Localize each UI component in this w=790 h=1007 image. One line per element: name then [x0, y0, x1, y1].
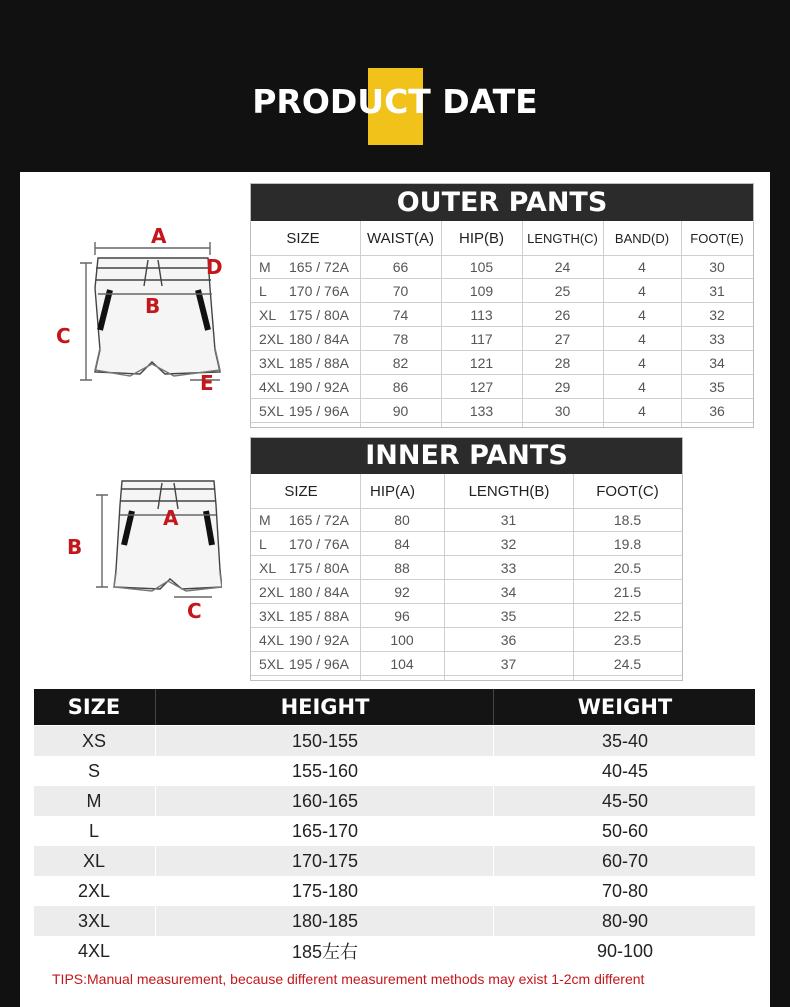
table-cell: 33: [709, 330, 725, 347]
col-header: SIZE: [286, 229, 320, 247]
table-cell: 2XL: [259, 583, 284, 600]
table-cell: 35: [500, 607, 517, 624]
size-cell: 60-70: [493, 846, 756, 876]
inner-pants-diagram: [82, 475, 222, 615]
inner-header-row: [251, 474, 682, 509]
table-cell: 35: [709, 378, 725, 395]
col-header: SIZE: [284, 482, 318, 500]
table-cell: 90: [392, 402, 409, 419]
table-row: [251, 279, 753, 303]
table-cell: 78: [392, 330, 409, 347]
table-row: [251, 327, 753, 351]
size-row: [34, 726, 755, 756]
table-cell: 127: [469, 378, 494, 395]
table-cell: M: [259, 258, 271, 275]
size-cell: 35-40: [493, 726, 756, 756]
table-cell: 100: [390, 631, 414, 648]
size-cell: 185左右: [155, 936, 494, 966]
size-row: [34, 906, 755, 936]
table-cell: 37: [500, 655, 517, 672]
table-cell: 88: [394, 559, 410, 576]
inner-pants-title: INNER PANTS: [251, 438, 682, 474]
table-cell: 26: [554, 306, 571, 323]
size-cell: XL: [82, 850, 106, 871]
table-cell: 195 / 96A: [289, 402, 349, 419]
col-header: LENGTH(C): [527, 230, 598, 246]
page-title: PRODUCT DATE: [252, 82, 538, 121]
table-cell: 34: [500, 583, 517, 600]
size-cell: 40-45: [493, 756, 756, 786]
table-cell: 20.5: [613, 559, 642, 576]
table-cell: 29: [554, 378, 571, 395]
size-cell: 150-155: [155, 726, 494, 756]
table-cell: 165 / 72A: [289, 258, 349, 275]
table-cell: 24: [554, 258, 571, 275]
header-banner: [0, 0, 790, 172]
table-row: [251, 604, 682, 628]
col-header: LENGTH(B): [468, 482, 550, 500]
size-cell: 2XL: [77, 880, 111, 901]
size-cell: S: [87, 760, 100, 781]
size-guide-header: [34, 689, 755, 725]
size-cell: 180-185: [155, 906, 494, 936]
table-cell: 24.5: [613, 655, 642, 672]
table-cell: 185 / 88A: [289, 354, 349, 371]
table-cell: 113: [470, 306, 493, 323]
size-cell: 70-80: [493, 876, 756, 906]
table-cell: 4: [638, 282, 646, 299]
table-cell: 104: [390, 655, 414, 672]
table-cell: 5XL: [259, 402, 284, 419]
table-row: [251, 580, 682, 604]
col-header: BAND(D): [614, 230, 670, 246]
table-cell: 80: [394, 511, 410, 528]
table-cell: 66: [392, 258, 409, 275]
table-cell: M: [259, 511, 271, 528]
size-cell: XS: [81, 730, 106, 751]
size-cell: 50-60: [493, 816, 756, 846]
table-row: [251, 556, 682, 580]
table-cell: 2XL: [259, 330, 284, 347]
size-cell: 170-175: [155, 846, 494, 876]
table-row: [251, 532, 682, 556]
table-cell: 70: [392, 282, 409, 299]
table-cell: 31: [500, 511, 517, 528]
table-cell: 4: [638, 258, 646, 275]
outer-label-b: B: [145, 294, 161, 318]
outer-label-e: E: [200, 371, 214, 395]
table-row: [251, 351, 753, 375]
table-cell: 22.5: [613, 607, 642, 624]
table-cell: 3XL: [259, 354, 284, 371]
size-row: [34, 786, 755, 816]
table-row: [251, 375, 753, 399]
size-row: [34, 876, 755, 906]
inner-label-b: B: [67, 535, 83, 559]
size-cell: 175-180: [155, 876, 494, 906]
inner-label-c: C: [187, 599, 202, 623]
size-row: [34, 756, 755, 786]
size-cell: L: [88, 820, 99, 841]
table-cell: 31: [709, 282, 725, 299]
outer-label-a: A: [151, 224, 167, 248]
size-cell: 160-165: [155, 786, 494, 816]
table-cell: 165 / 72A: [289, 511, 349, 528]
table-cell: 175 / 80A: [289, 306, 349, 323]
col-header-height: HEIGHT: [155, 689, 494, 725]
table-row: [251, 628, 682, 652]
outer-pants-table: [250, 183, 754, 428]
table-cell: 190 / 92A: [289, 378, 349, 395]
table-cell: L: [259, 282, 267, 299]
table-cell: 170 / 76A: [289, 282, 349, 299]
size-cell: 165-170: [155, 816, 494, 846]
outer-pants-title: OUTER PANTS: [251, 184, 753, 221]
table-cell: 36: [500, 631, 517, 648]
table-cell: 96: [394, 607, 410, 624]
table-cell: 32: [709, 306, 725, 323]
size-cell: 155-160: [155, 756, 494, 786]
table-cell: 170 / 76A: [289, 535, 349, 552]
table-cell: L: [259, 535, 267, 552]
outer-header-row: [251, 221, 753, 256]
size-cell: 45-50: [493, 786, 756, 816]
size-cell: M: [86, 790, 102, 811]
table-cell: 28: [554, 354, 571, 371]
table-cell: 117: [470, 330, 493, 347]
table-row: [251, 508, 682, 532]
table-cell: 190 / 92A: [289, 631, 349, 648]
table-cell: 3XL: [259, 607, 284, 624]
col-header-weight: WEIGHT: [493, 689, 756, 725]
table-cell: 195 / 96A: [289, 655, 349, 672]
col-header: FOOT(E): [690, 230, 744, 246]
table-cell: 4XL: [259, 631, 284, 648]
size-cell: 4XL: [77, 940, 111, 961]
table-cell: 23.5: [613, 631, 642, 648]
table-cell: 4: [638, 354, 646, 371]
outer-label-c: C: [56, 324, 71, 348]
table-cell: 21.5: [613, 583, 642, 600]
table-cell: 34: [709, 354, 725, 371]
table-cell: 5XL: [259, 655, 284, 672]
table-cell: 74: [392, 306, 409, 323]
size-row: [34, 846, 755, 876]
table-cell: 185 / 88A: [289, 607, 349, 624]
table-cell: 82: [392, 354, 409, 371]
table-cell: 4XL: [259, 378, 284, 395]
col-header: WAIST(A): [367, 229, 434, 247]
table-cell: 86: [392, 378, 409, 395]
table-cell: 4: [638, 378, 646, 395]
size-cell: 80-90: [493, 906, 756, 936]
table-cell: 4: [638, 402, 646, 419]
size-cell: 3XL: [77, 910, 111, 931]
table-cell: 84: [394, 535, 410, 552]
table-row: [251, 399, 753, 423]
table-row: [251, 652, 682, 676]
table-cell: 30: [709, 258, 725, 275]
size-row: [34, 936, 755, 966]
size-row: [34, 816, 755, 846]
table-cell: XL: [259, 306, 277, 323]
table-cell: 180 / 84A: [289, 583, 349, 600]
outer-label-d: D: [206, 255, 223, 279]
table-cell: 133: [469, 402, 494, 419]
table-cell: 180 / 84A: [289, 330, 349, 347]
inner-label-a: A: [163, 506, 179, 530]
table-cell: 36: [709, 402, 725, 419]
table-cell: 175 / 80A: [289, 559, 349, 576]
col-header: FOOT(C): [596, 482, 659, 500]
col-header: HIP(B): [459, 229, 504, 247]
table-cell: 32: [500, 535, 517, 552]
table-cell: 4: [638, 306, 646, 323]
table-cell: 27: [554, 330, 571, 347]
table-row: [251, 303, 753, 327]
tips-note: TIPS:Manual measurement, because different measurement methods may exist 1-2cm different: [52, 971, 645, 987]
table-row: [251, 255, 753, 279]
table-cell: XL: [259, 559, 277, 576]
table-cell: 121: [469, 354, 494, 371]
table-cell: 105: [469, 258, 494, 275]
table-cell: 92: [394, 583, 410, 600]
table-cell: 25: [554, 282, 571, 299]
col-header-size: SIZE: [67, 695, 121, 719]
table-cell: 109: [469, 282, 494, 299]
size-cell: 90-100: [493, 936, 756, 966]
inner-pants-table: [250, 437, 683, 681]
col-header: HIP(A): [370, 482, 415, 500]
table-cell: 4: [638, 330, 646, 347]
table-cell: 19.8: [613, 535, 642, 552]
table-cell: 30: [554, 402, 571, 419]
table-cell: 18.5: [613, 511, 642, 528]
table-cell: 33: [500, 559, 517, 576]
